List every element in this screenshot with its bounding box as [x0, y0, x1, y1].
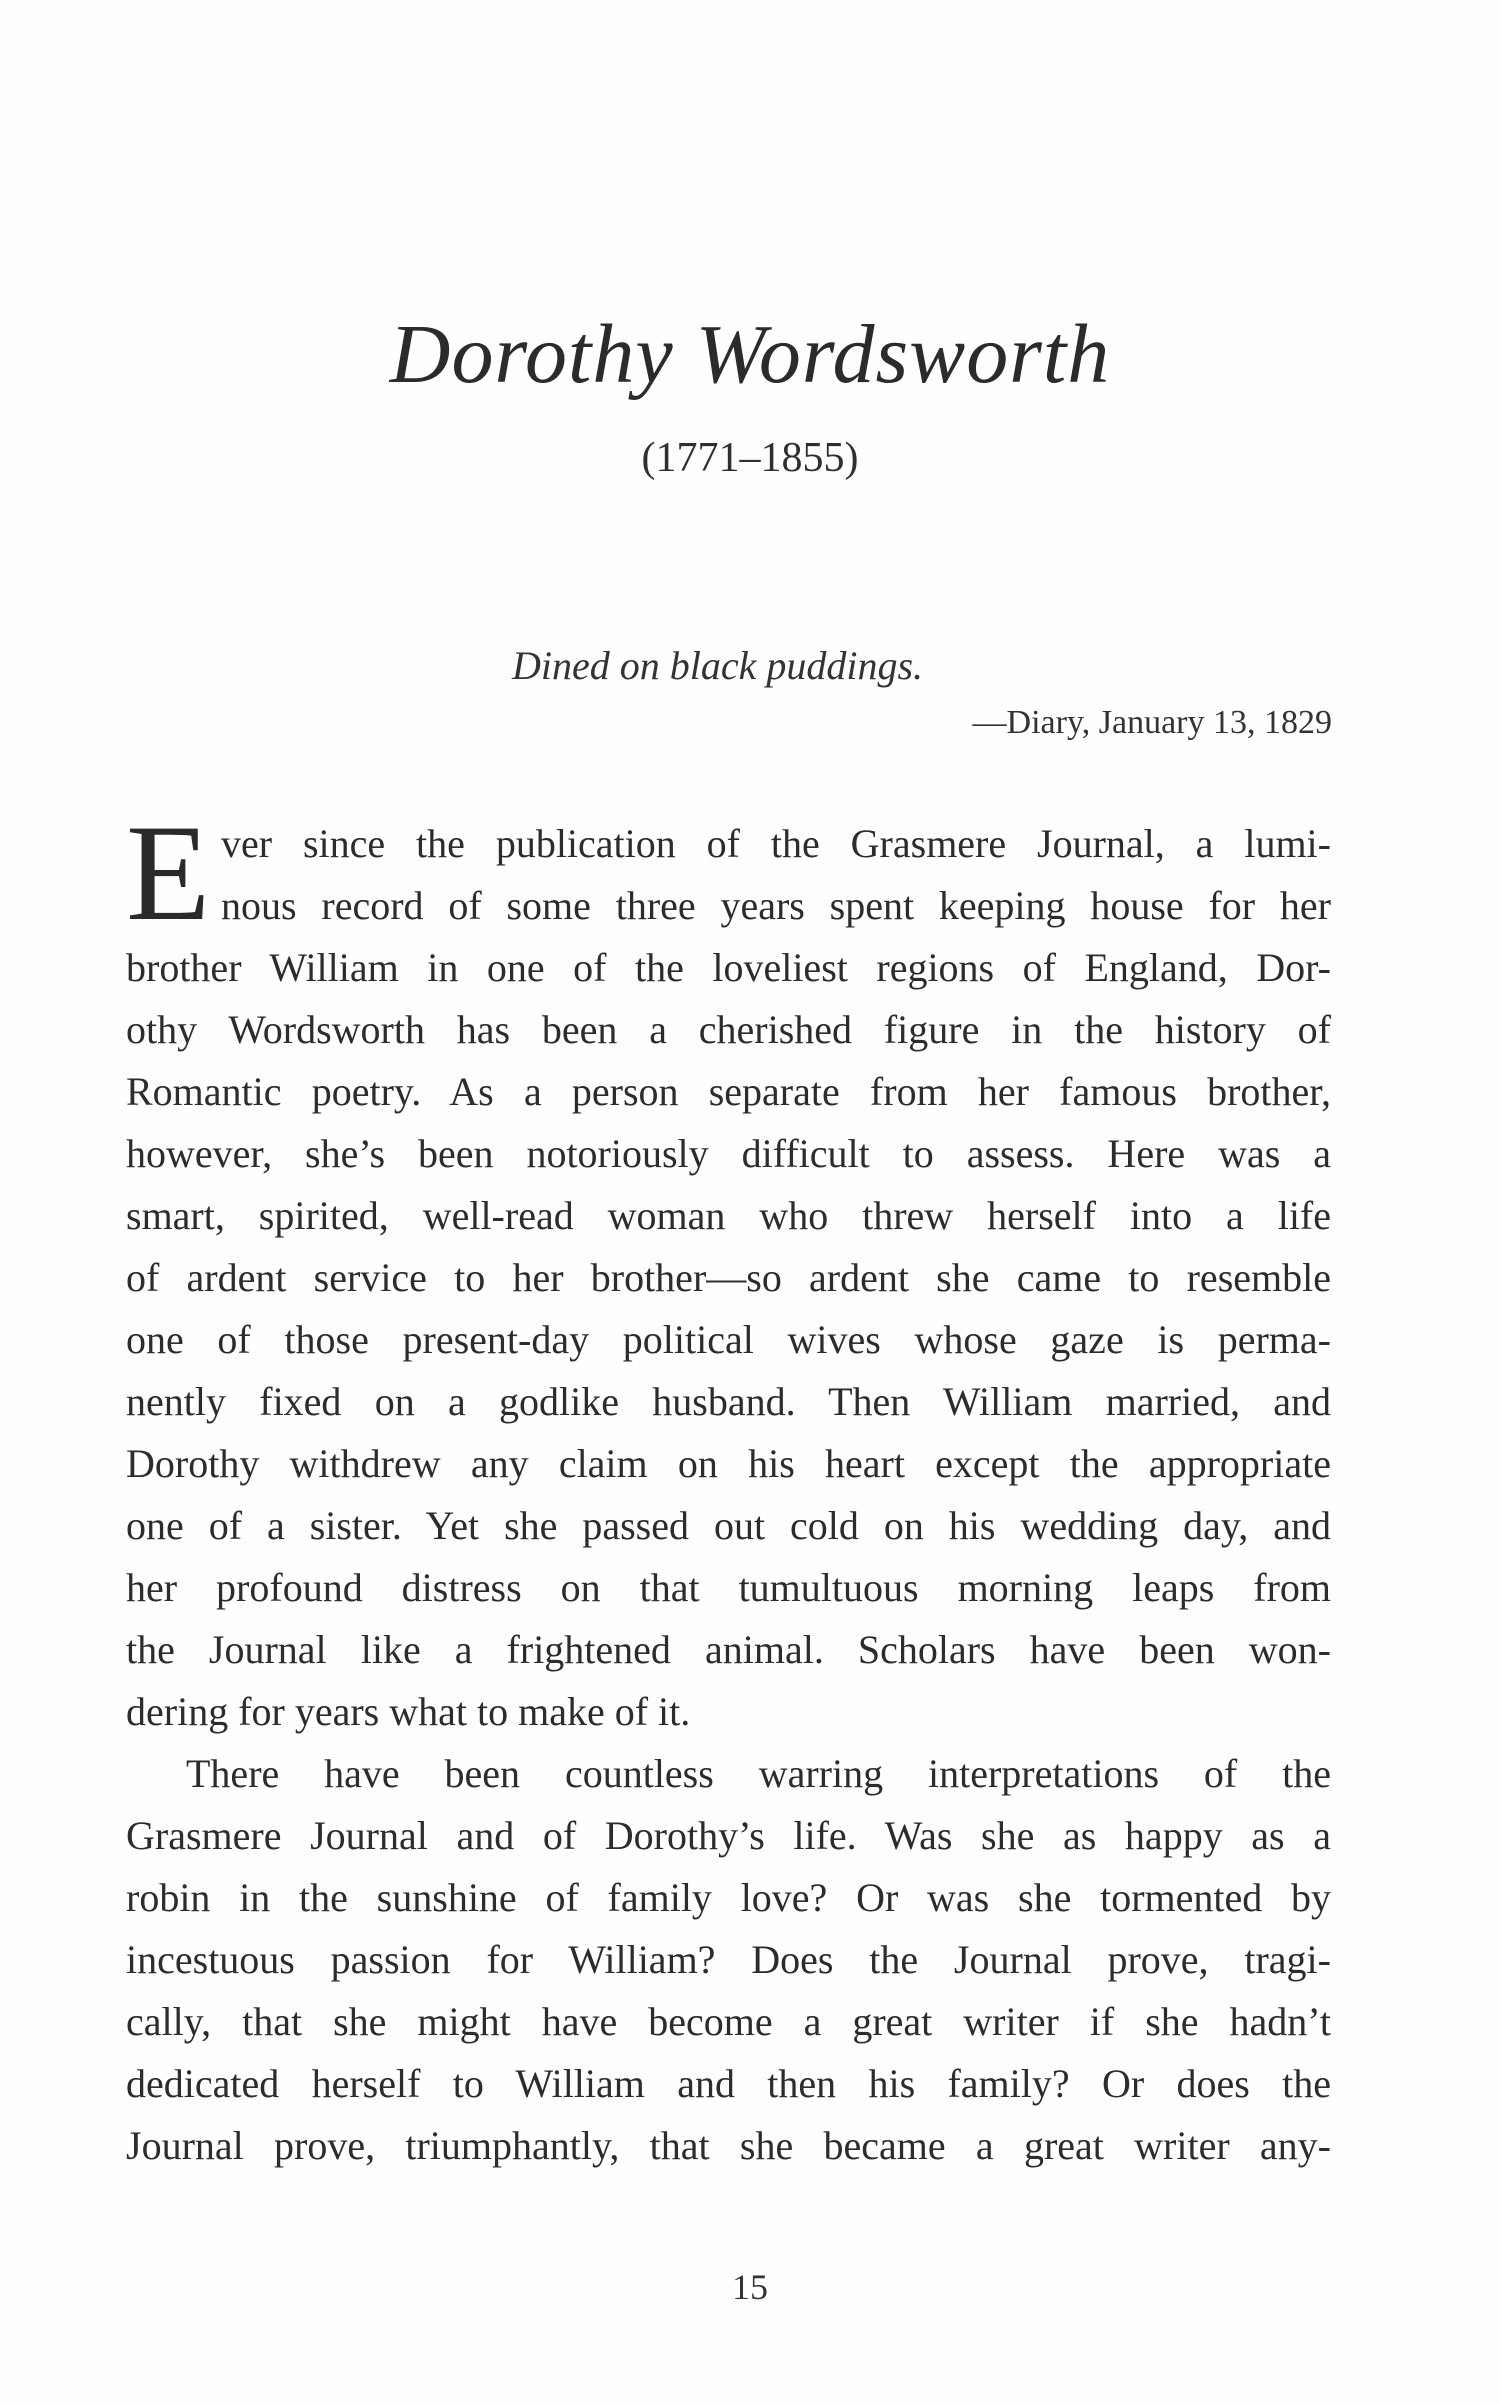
text-line: robin in the sunshine of family love? Or was she tormented by: [126, 1875, 1331, 1920]
text-line: dering for years what to make of it.: [126, 1689, 691, 1734]
text-line: her profound distress on that tumultuous morning leaps from: [126, 1565, 1331, 1610]
drop-cap: E: [126, 796, 211, 949]
text-line: one of those present-day political wives whose gaze is perma-: [126, 1317, 1331, 1362]
text-line: othy Wordsworth has been a cherished figure in the history of: [126, 1007, 1331, 1052]
text-line: Journal prove, triumphantly, that she became a great writer any-: [126, 2123, 1331, 2168]
text-line: brother William in one of the loveliest regions of England, Dor-: [126, 945, 1331, 990]
epigraph-quote: Dined on black puddings.: [512, 643, 924, 688]
text-line: There have been countless warring interpretations of the: [186, 1751, 1331, 1796]
text-line: cally, that she might have become a great writer if she hadn’t: [126, 1999, 1331, 2044]
text-line: Dorothy withdrew any claim on his heart except the appropriate: [126, 1441, 1331, 1486]
page-number: 15: [732, 2267, 768, 2307]
body-text: [126, 813, 1331, 2177]
text-line: nous record of some three years spent keeping house for her: [221, 883, 1331, 928]
life-dates: (1771–1855): [641, 435, 859, 481]
text-line: the Journal like a frightened animal. Scholars have been won-: [126, 1627, 1331, 1672]
text-line: one of a sister. Yet she passed out cold on his wedding day, and: [126, 1503, 1331, 1548]
text-line: incestuous passion for William? Does the Journal prove, tragi-: [126, 1937, 1331, 1982]
chapter-title: Dorothy Wordsworth: [389, 308, 1111, 401]
text-line: dedicated herself to William and then his family? Or does the: [126, 2061, 1331, 2106]
text-line: smart, spirited, well-read woman who threw herself into a life: [126, 1193, 1331, 1238]
text-line: nently fixed on a godlike husband. Then William married, and: [126, 1379, 1331, 1424]
text-line: ver since the publication of the Grasmere Journal, a lumi-: [221, 821, 1331, 866]
text-line: Romantic poetry. As a person separate from her famous brother,: [126, 1069, 1331, 1114]
text-line: however, she’s been notoriously difficult to assess. Here was a: [126, 1131, 1331, 1176]
text-line: of ardent service to her brother—so ardent she came to resemble: [126, 1255, 1331, 1300]
text-line: Grasmere Journal and of Dorothy’s life. Was she as happy as a: [126, 1813, 1331, 1858]
epigraph-source: —Diary, January 13, 1829: [972, 704, 1332, 741]
